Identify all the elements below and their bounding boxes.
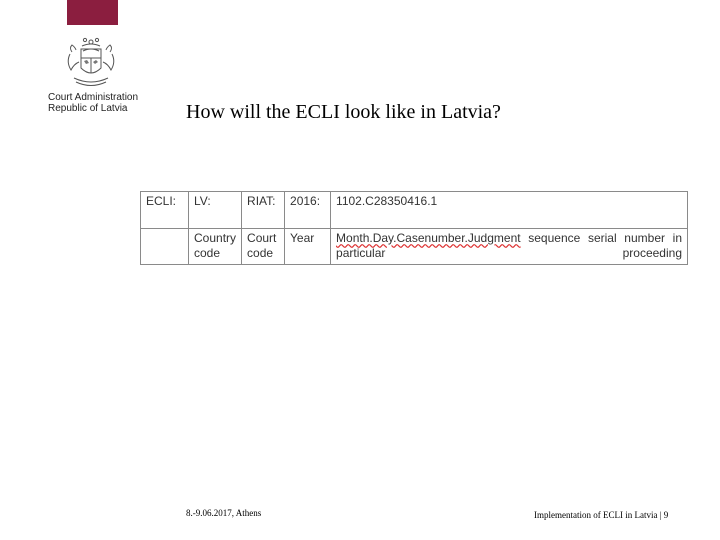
identifier-description-text: sequence serial number in particular proceeding <box>336 230 682 260</box>
table-cell-identifier-label <box>331 228 688 265</box>
table-row <box>141 228 688 265</box>
footer-date-location: 8.-9.06.2017, Athens <box>186 508 262 518</box>
org-name <box>48 92 148 114</box>
identifier-description <box>336 231 682 261</box>
table-cell-year-label: Year <box>285 228 331 265</box>
table-cell-year: 2016: <box>285 192 331 229</box>
ecli-structure-table <box>140 191 688 265</box>
org-name-line2: Republic of Latvia <box>48 103 128 114</box>
table-cell-prefix: ECLI: <box>141 192 189 229</box>
slide-title: How will the ECLI look like in Latvia? <box>186 101 501 123</box>
footer-page-info: Implementation of ECLI in Latvia | 9 <box>534 510 669 520</box>
identifier-format: Month.Day.Casenumber.Judgment <box>336 230 521 245</box>
table-cell-court: RIAT: <box>242 192 285 229</box>
table-cell-court-label: Court code <box>242 228 285 265</box>
table-cell-identifier: 1102.C28350416.1 <box>331 192 688 229</box>
table-cell-country: LV: <box>189 192 242 229</box>
latvia-coat-of-arms-icon <box>62 34 120 90</box>
table-row <box>141 192 688 229</box>
org-name-line1: Court Administration <box>48 92 139 103</box>
accent-bar <box>67 0 118 25</box>
table-cell-empty <box>141 228 189 265</box>
table-cell-country-label: Country code <box>189 228 242 265</box>
